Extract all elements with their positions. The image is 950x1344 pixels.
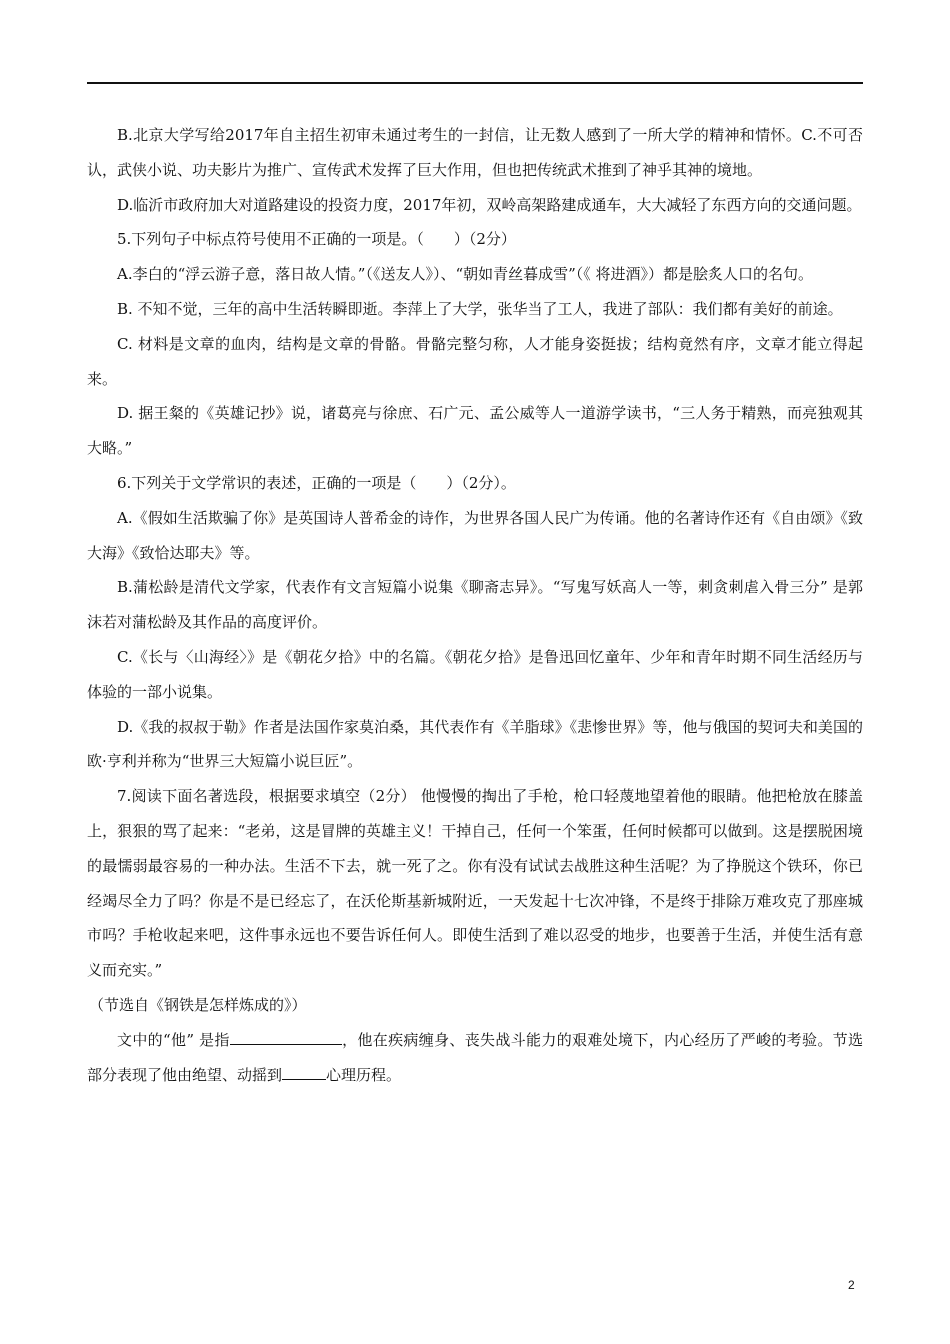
q5-option-c: C. 材料是文章的血肉，结构是文章的骨骼。骨骼完整匀称，人才能身姿挺拔；结构竟然有序，文章才能立得起来。 [87, 334, 863, 388]
q6-option-b: B.蒲松龄是清代文学家，代表作有文言短篇小说集《聊斋志异》。“写鬼写妖高人一等，刺贪刺虐入骨三分” 是郭沫若对蒲松龄及其作品的高度评价。 [87, 578, 863, 632]
page-number: 2 [848, 1278, 855, 1292]
q7-fill-text-2: ，他在疾病缠身、丧失战斗能力的艰难处境下，内心经历了严峻的考验。节选部分表现了他由绝望、动摇到 [87, 1030, 863, 1084]
q6-option-d: D.《我的叔叔于勒》作者是法国作家莫泊桑，其代表作有《羊脂球》《悲惨世界》等，他与俄国的契诃夫和美国的欧·亨利并称为“世界三大短篇小说巨匠”。 [87, 717, 863, 771]
q6-option-c: C.《长与〈山海经〉》是《朝花夕拾》中的名篇。《朝花夕拾》是鲁迅回忆童年、少年和青年时期不同生活经历与体验的一部小说集。 [87, 647, 863, 701]
q7-blank-2[interactable] [282, 1061, 326, 1080]
q7-source: （节选自《钢铁是怎样炼成的》） [89, 995, 307, 1014]
q7-blank-1[interactable] [230, 1026, 342, 1045]
q5-option-b: B. 不知不觉，三年的高中生活转瞬即逝。李萍上了大学，张华当了工人，我进了部队：我们都有美好的前途。 [117, 299, 843, 318]
page-content [87, 118, 863, 1092]
q5-stem: 5.下列句子中标点符号使用不正确的一项是。（ ）（2分） [117, 230, 516, 249]
q4-option-b-c: B.北京大学写给2017年自主招生初审未通过考生的一封信，让无数人感到了一所大学的精神和情怀。C.不可否认，武侠小说、功夫影片为推广、宣传武术发挥了巨大作用，但也把传统武术推到了神乎其神的境地。 [87, 126, 863, 179]
q5-option-d: D. 据王粲的《英雄记抄》说，诸葛亮与徐庶、石广元、孟公威等人一道游学读书，“三人务于精熟，而亮独观其大略。” [87, 404, 863, 458]
q4-option-d: D.临沂市政府加大对道路建设的投资力度，2017年初，双岭高架路建成通车，大大减轻了东西方向的交通问题。 [117, 195, 862, 214]
header-rule [87, 82, 863, 84]
q6-option-a: A.《假如生活欺骗了你》是英国诗人普希金的诗作，为世界各国人民广为传诵。他的名著诗作还有《自由颂》《致大海》《致恰达耶夫》等。 [87, 508, 863, 562]
q7-fill-text-1: 文中的“他” 是指 [117, 1030, 230, 1049]
q7-fill-in [87, 1023, 863, 1093]
q6-stem: 6.下列关于文学常识的表述，正确的一项是（ ）（2分）。 [117, 473, 516, 492]
q7-fill-text-3: 心理历程。 [326, 1065, 402, 1084]
q7-passage: 7.阅读下面名著选段，根据要求填空（2分） 他慢慢的掏出了手枪，枪口轻蔑地望着他的眼睛。他把枪放在膝盖上，狠狠的骂了起来：“老弟，这是冒牌的英雄主义！干掉自己，任何一个笨蛋，任何时候都可以做到。这是摆脱困境的最懦弱最容易的一种办法。生活不下去，就一死了之。你有没有试试去战胜这种生活呢？为了挣脱这个铁环，你已经竭尽全力了吗？你是不是已经忘了，在沃伦斯基新城附近，一天发起十七次冲锋，不是终于排除万难攻克了那座城市吗？手枪收起来吧，这件事永远也不要告诉任何人。即使生活到了难以忍受的地步，也要善于生活，并使生活有意义而充实。” [87, 787, 863, 980]
q5-option-a: A.李白的“浮云游子意，落日故人情。”（《送友人》）、“朝如青丝暮成雪”（《 将进酒》）都是脍炙人口的名句。 [117, 265, 814, 284]
